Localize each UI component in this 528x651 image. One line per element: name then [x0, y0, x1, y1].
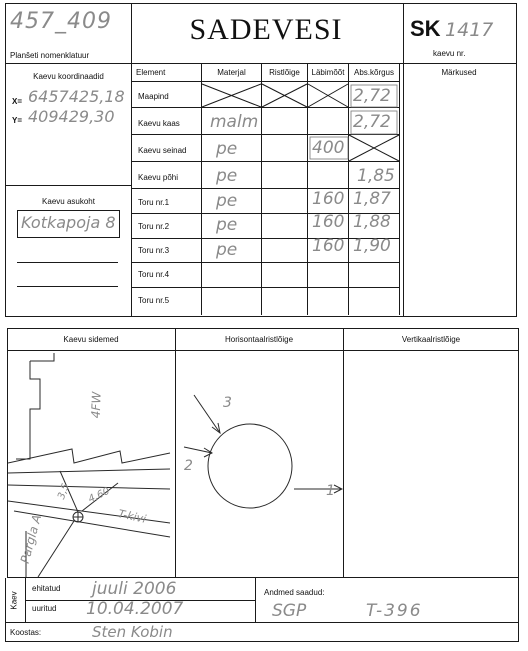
horizontal-section-label: Horisontaalristlõige: [224, 334, 294, 344]
row-abs-1: 2,72: [353, 112, 391, 132]
vertical-section-label: Vertikaalristlõige: [401, 334, 461, 344]
nomenclature-label: Planšeti nomenklatuur: [10, 51, 90, 60]
row-material-4: pe: [216, 191, 238, 211]
data-source-value: SGP: [272, 601, 307, 621]
x-label: X=: [12, 97, 23, 106]
built-label: ehitatud: [32, 584, 61, 593]
author-value: Sten Kobin: [92, 623, 173, 641]
nomenclature-handwritten: 457_409: [10, 9, 112, 34]
surveyed-label: uuritud: [32, 604, 57, 613]
y-label: Y=: [12, 116, 23, 125]
sketch-distance-b: 4,60: [86, 485, 112, 506]
row-element-8: Toru nr.5: [138, 295, 170, 305]
row-abs-4: 1,87: [353, 189, 391, 209]
row-material-3: pe: [216, 166, 238, 186]
row-element-2: Kaevu seinad: [138, 145, 187, 155]
row-diameter-5: 160: [312, 212, 345, 232]
sketch-street-b: Pargla A: [17, 513, 45, 565]
row-element-1: Kaevu kaas: [138, 118, 180, 128]
x-value: 6457425,18: [28, 87, 125, 106]
well-number: 1417: [445, 19, 494, 41]
header-diameter: Läbimõõt: [311, 68, 345, 77]
pipe-label-1: 1: [326, 483, 335, 499]
row-element-7: Toru nr.4: [138, 270, 170, 279]
pipe-label-3: 3: [223, 395, 232, 411]
row-abs-3: 1,85: [357, 166, 395, 186]
header-element: Element: [136, 68, 166, 77]
header-cross-section: Ristlõige: [269, 68, 300, 77]
sketch-street-a: T-kivi: [116, 507, 148, 526]
row-diameter-2: 400: [312, 138, 345, 158]
sketch-house-number: 4FW: [88, 391, 104, 419]
form-title: SADEVESI: [189, 13, 343, 46]
row-element-5: Toru nr.2: [138, 222, 170, 231]
sketch-distance-a: 3,5: [56, 482, 72, 501]
row-element-3: Kaevu põhi: [138, 172, 179, 182]
horizontal-section-drawing: [176, 351, 343, 577]
row-element-0: Maapind: [138, 91, 169, 101]
row-material-6: pe: [216, 240, 238, 260]
row-abs-5: 1,88: [353, 212, 391, 232]
pipe-label-2: 2: [184, 458, 193, 474]
row-abs-0: 2,72: [353, 86, 391, 106]
row-abs-6: 1,90: [353, 236, 391, 256]
ties-label: Kaevu sidemed: [63, 334, 119, 344]
coordinates-label: Kaevu koordinaadid: [33, 72, 104, 81]
row-material-1: malm: [210, 112, 259, 132]
well-prefix: SK: [410, 16, 441, 41]
header-material: Materjal: [217, 68, 246, 77]
header-abs-height: Abs.kõrgus: [353, 68, 395, 77]
row-element-4: Toru nr.1: [138, 198, 170, 207]
header-notes: Märkused: [441, 68, 477, 77]
location-value: Kotkapoja 8: [21, 213, 116, 232]
well-label: kaevu nr.: [433, 49, 466, 58]
well-side-label: Kaev: [9, 591, 19, 610]
author-label: Koostas:: [10, 628, 42, 637]
footer-panel: [5, 578, 519, 642]
data-source-label: Andmed saadud:: [264, 588, 325, 597]
row-diameter-6: 160: [312, 236, 345, 256]
y-value: 409429,30: [28, 107, 115, 126]
surveyed-value: 10.04.2007: [86, 599, 184, 619]
data-source-code: T-396: [366, 601, 423, 621]
built-value: juuli 2006: [92, 579, 177, 599]
row-diameter-4: 160: [312, 189, 345, 209]
row-material-5: pe: [216, 215, 238, 235]
row-element-6: Toru nr.3: [138, 245, 170, 255]
row-material-2: pe: [216, 139, 238, 159]
location-label: Kaevu asukoht: [42, 197, 95, 206]
